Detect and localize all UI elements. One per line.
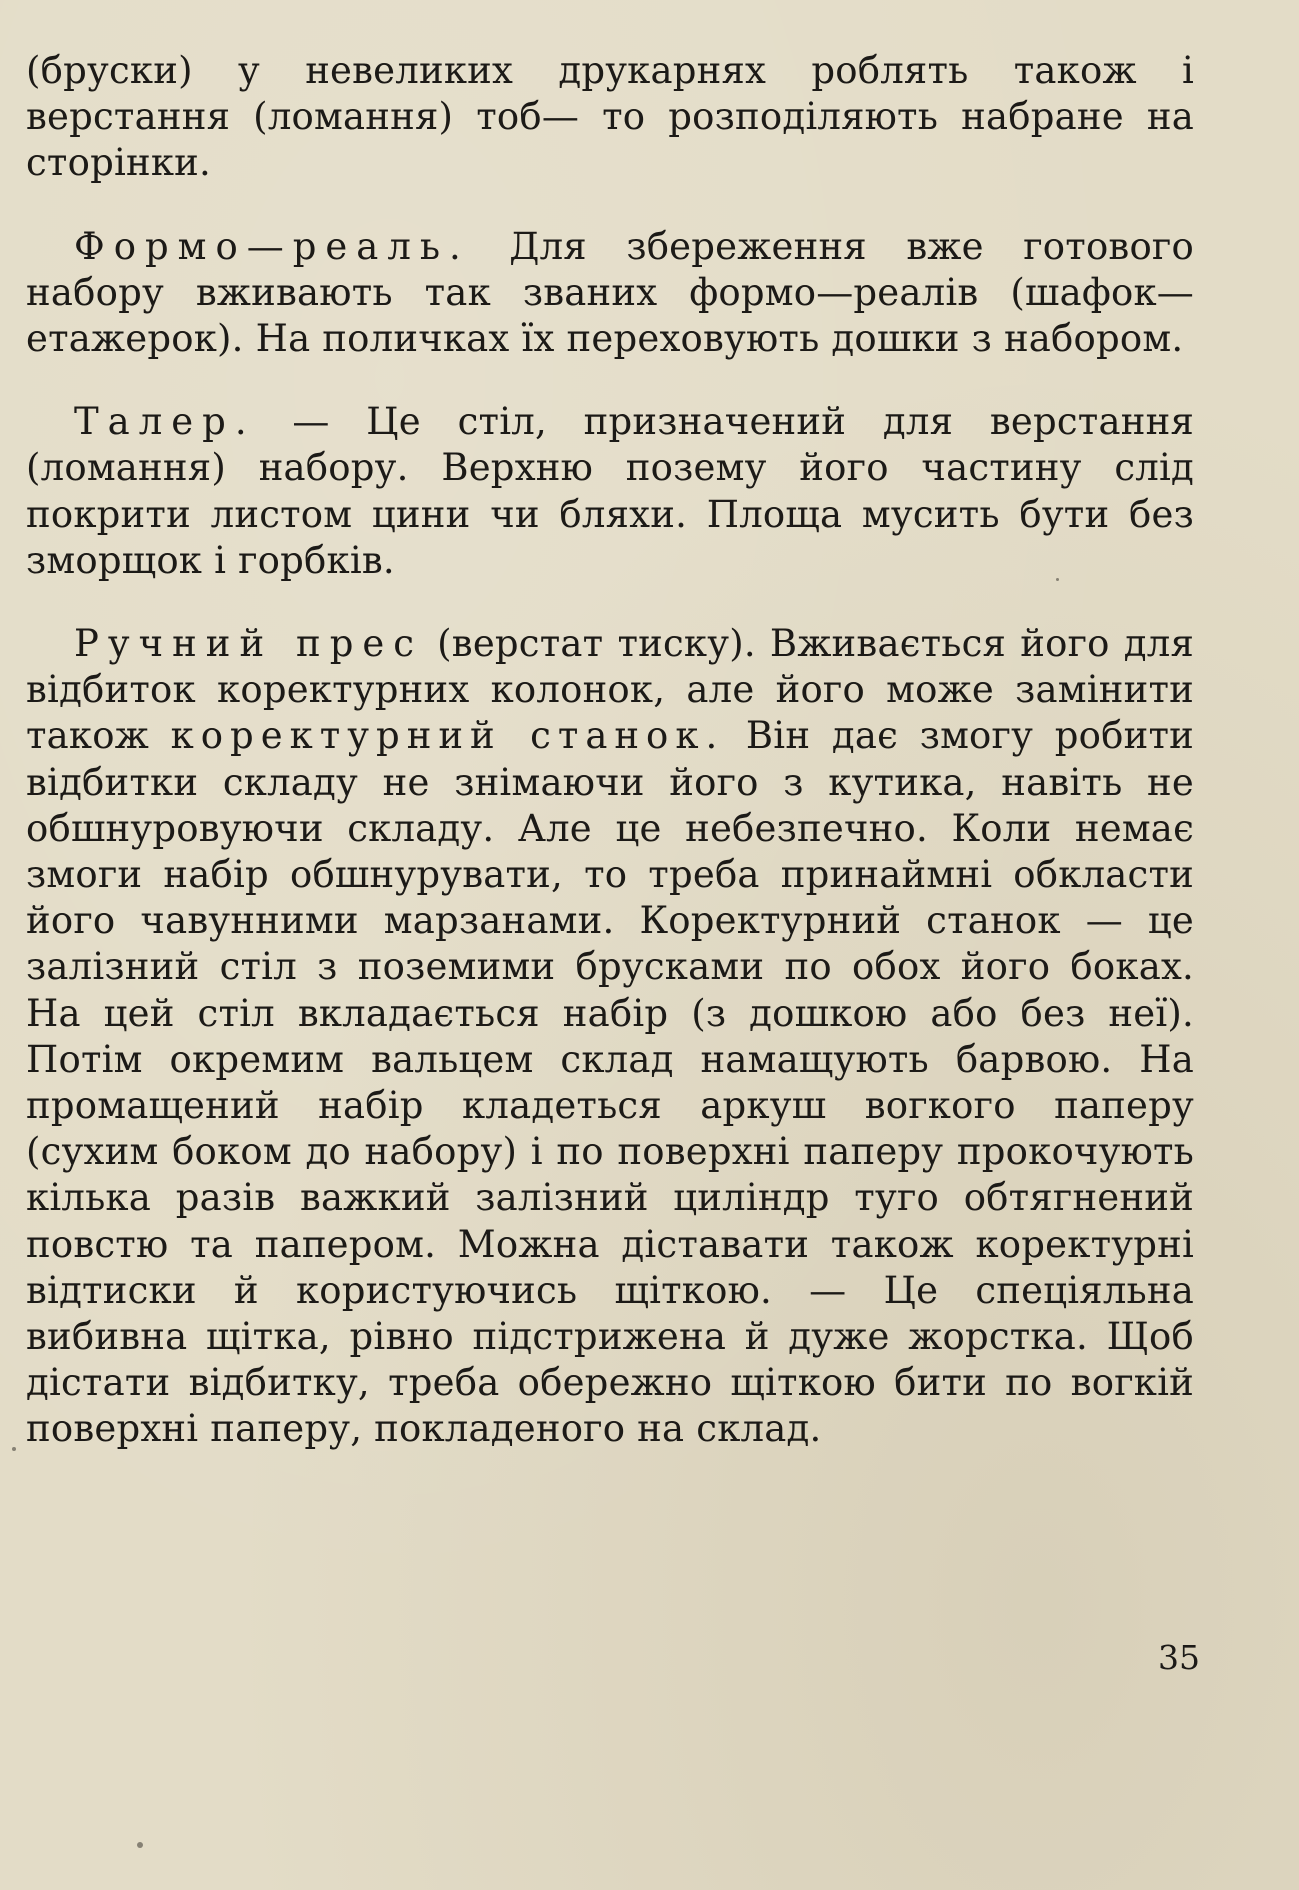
print-speck <box>12 1447 16 1451</box>
paragraph-text: (верстат тиску). Вживається його для відбиток коректурних колонок, але його може замінити також <box>26 622 1194 758</box>
term-taler: Талер. <box>74 400 256 444</box>
paragraph-text: (бруски) у невеликих друкарнях роблять також і верстання (ломання) тоб— то розподіляють набране на сторінки. <box>26 49 1194 185</box>
paragraph-text: Для збереження вже готового набору вживають так званих формо—реалів (шафок—етажерок). На поличках їх переховують дошки з набором. <box>26 224 1194 361</box>
term-korekturnyi-stanok: коректурний станок. <box>170 714 725 758</box>
page-text <box>26 48 1194 1453</box>
page-number: 35 <box>1158 1638 1200 1677</box>
paragraph-formo-real <box>26 224 1194 363</box>
print-speck <box>137 1842 143 1848</box>
paragraph-taler <box>26 399 1194 584</box>
paragraph-1 <box>26 48 1194 187</box>
paragraph-ruchnyi-pres <box>26 621 1194 1453</box>
term-formo-real: Формо—реаль. <box>74 224 470 268</box>
print-speck <box>1056 578 1059 581</box>
term-ruchnyi-pres: Ручний прес <box>74 622 424 666</box>
paragraph-text: Він дає змогу робити відбитки складу не знімаючи його з кутика, навіть не обшнуровуючи складу. Але це небезпечно. Коли немає змоги набір обшнурувати, то треба принаймні обкласти його чавунними марзанами. Коректурний станок — це залізний стіл з поземими брусками по обох його боках. На цей стіл вкладається набір (з дошкою або без неї). Потім окремим вальцем склад намащують барвою. На промащений набір кладеться аркуш вогкого паперу (сухим боком до набору) і по поверхні паперу прокочують кілька разів важкий залізний циліндр туго обтягнений повстю та папером. Можна діставати також коректурні відтиски й користуючись щіткою. — Це спеціяльна вибивна щітка, рівно підстрижена й дуже жорстка. Щоб дістати відбитку, треба обережно щіткою бити по вогкій поверхні паперу, покладеного на склад. <box>26 714 1194 1451</box>
paragraph-text: — Це стіл, призначений для верстання (ломання) набору. Верхню позему його частину слід покрити листом цини чи бляхи. Площа мусить бути без зморщок і горбків. <box>26 400 1194 582</box>
